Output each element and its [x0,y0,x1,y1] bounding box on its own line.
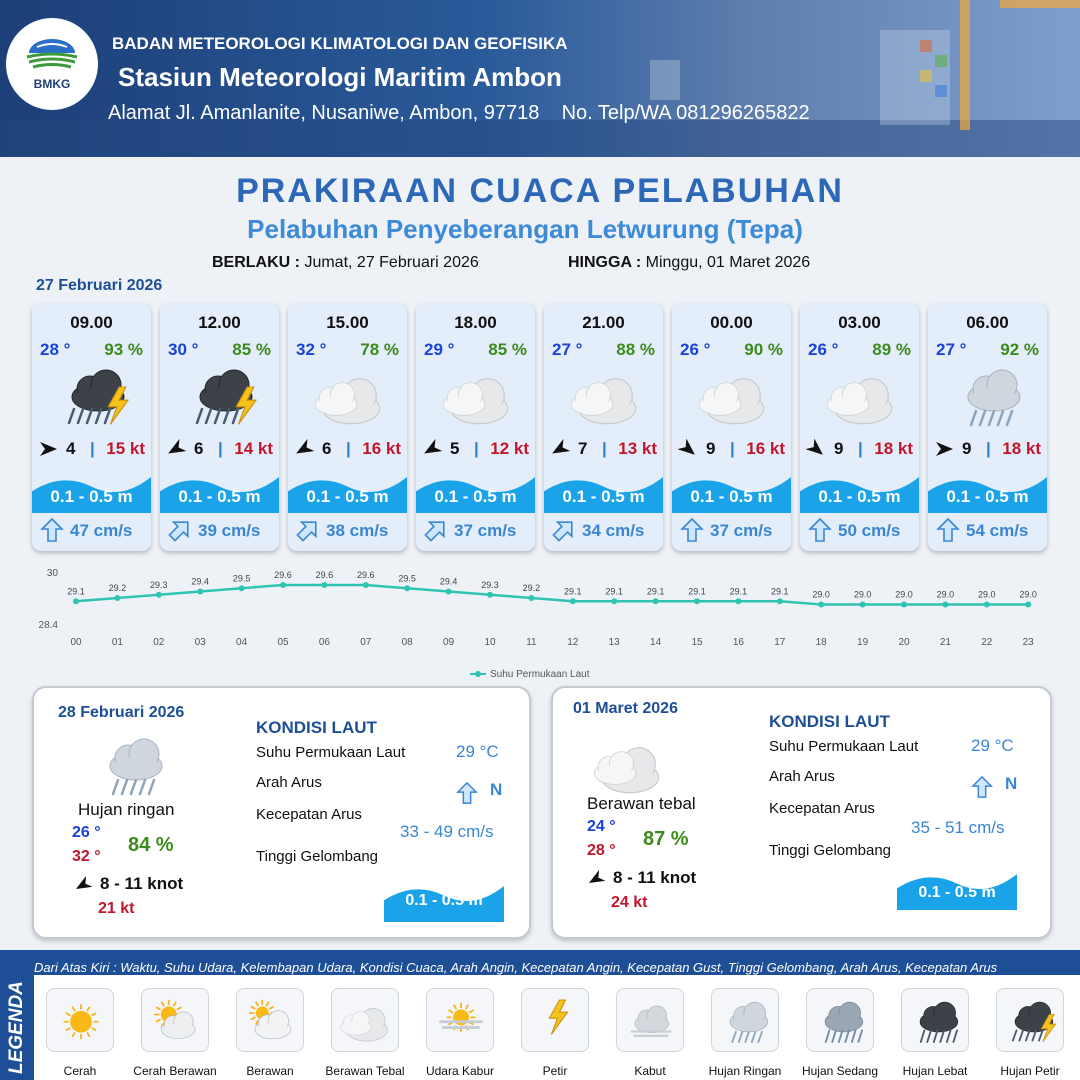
sst-data-point [73,598,79,604]
x-tick-label: 03 [194,637,206,648]
sst-data-point [404,585,410,591]
card-current-speed: 38 cm/s [326,521,389,540]
card-wind-speed: 7 [578,439,588,458]
current-speed-value: 35 - 51 cm/s [911,818,1005,837]
sst-data-point [239,585,245,591]
card-humidity: 85 % [488,340,527,359]
sst-data-point [901,602,907,608]
x-tick-label: 19 [857,637,869,648]
legend-item-label: Hujan Ringan [708,1064,782,1078]
panel-temp-min: 26 ° [72,824,101,841]
current-speed-label: Kecepatan Arus [256,806,362,823]
card-time: 03.00 [838,313,881,332]
panel-temp-max: 32 ° [72,848,101,865]
udara-kabur-icon [432,995,490,1047]
valid-from [212,254,479,272]
card-time: 00.00 [710,313,753,332]
y-tick-label: 30 [46,568,58,579]
legend-item-label: Udara Kabur [425,1064,495,1078]
sst-data-point [735,598,741,604]
card-humidity: 90 % [744,340,783,359]
card-current-speed: 34 cm/s [582,521,645,540]
page-title: PRAKIRAAN CUACA PELABUHAN [236,172,844,210]
wind-direction-icon [550,439,570,459]
legend-item [616,988,684,1052]
hujan-petir-icon [54,361,134,427]
forecast-date: 27 Februari 2026 [36,277,163,294]
card-current-speed: 54 cm/s [966,521,1029,540]
port-name: Pelabuhan Penyeberangan Letwurung (Tepa) [247,214,803,244]
card-separator: | [474,439,479,458]
legend-item [331,988,399,1052]
panel-gust: 24 kt [611,894,648,911]
panel-condition: Berawan tebal [587,794,696,813]
sst-data-label: 29.4 [439,576,458,587]
card-current-speed: 47 cm/s [70,521,133,540]
card-gust: 16 kt [362,439,401,458]
sst-data-point [528,595,534,601]
x-tick-label: 18 [815,637,827,648]
berawan-tebal-icon [694,361,774,427]
card-wind-speed: 6 [194,439,204,458]
legend-item-label: Berawan Tebal [325,1064,405,1078]
panel-condition: Hujan ringan [78,800,175,819]
sst-data-label: 29.1 [771,586,789,597]
card-wave-height: 0.1 - 0.5 m [562,487,645,506]
x-tick-label: 17 [774,637,786,648]
hujan-petir-icon [1002,995,1060,1047]
current-direction-value: N [1005,774,1018,793]
card-time: 06.00 [966,313,1009,332]
wind-direction-icon [587,870,605,888]
card-humidity: 93 % [104,340,143,359]
daily-panel-2 [551,686,1052,939]
card-time: 21.00 [582,313,625,332]
wind-direction-icon [934,439,954,459]
x-tick-label: 00 [70,637,82,648]
sst-data-label: 29.3 [150,579,168,590]
card-current-speed: 37 cm/s [454,521,517,540]
panel-date: 01 Maret 2026 [573,700,678,717]
card-wind-speed: 9 [706,439,716,458]
card-separator: | [602,439,607,458]
sst-chart [30,562,1060,684]
card-wind-speed: 4 [66,439,76,458]
legend-item-label: Hujan Sedang [801,1064,879,1078]
sst-data-point [860,602,866,608]
legend-description: Dari Atas Kiri : Waktu, Suhu Udara, Kelembapan Udara, Kondisi Cuaca, Arah Angin, Kecepatan Angin, Kecepatan Gust, Tinggi Gelombang, Arah Arus, Kecepatan Arus [34,960,998,975]
current-direction-label: Arah Arus [769,768,835,785]
card-current-speed: 39 cm/s [198,521,261,540]
panel-humidity: 87 % [643,828,689,850]
card-air-temp: 27 ° [552,340,583,359]
card-air-temp: 27 ° [936,340,967,359]
x-tick-label: 21 [939,637,951,648]
legend-item [996,988,1064,1052]
berawan-tebal-icon [337,995,395,1047]
forecast-card [288,303,407,551]
sst-data-label: 29.0 [895,589,913,600]
sst-data-point [363,582,369,588]
sst-data-label: 29.1 [605,586,623,597]
hujan-ringan-icon [92,730,172,800]
card-separator: | [346,439,351,458]
card-gust: 12 kt [490,439,529,458]
chart-legend-label: Suhu Permukaan Laut [490,669,590,680]
hujan-ringan-icon [717,995,775,1047]
x-tick-label: 16 [732,637,744,648]
x-tick-label: 10 [484,637,496,648]
card-separator: | [218,439,223,458]
sst-data-point [280,582,286,588]
card-air-temp: 26 ° [680,340,711,359]
card-air-temp: 28 ° [40,340,71,359]
panel-temp-min: 24 ° [587,818,616,835]
x-tick-label: 20 [898,637,910,648]
card-current-speed: 50 cm/s [838,521,901,540]
chart-legend-marker [475,671,481,677]
wave-height-value: 0.1 - 0.5 m [405,892,483,909]
sst-value: 29 °C [971,736,1014,755]
sst-series-line [76,585,1028,605]
panel-date: 28 Februari 2026 [58,704,185,721]
current-direction-icon [808,517,832,543]
card-wave-height: 0.1 - 0.5 m [178,487,261,506]
card-wind-speed: 6 [322,439,332,458]
legend-item [46,988,114,1052]
panel-humidity: 84 % [128,834,174,856]
card-humidity: 85 % [232,340,271,359]
card-air-temp: 32 ° [296,340,327,359]
berawan-tebal-icon [438,361,518,427]
sst-data-point [487,592,493,598]
sst-data-label: 29.6 [315,570,334,580]
card-gust: 18 kt [874,439,913,458]
x-tick-label: 11 [526,637,537,648]
forecast-card [32,303,151,551]
wave-height-label: Tinggi Gelombang [256,848,379,865]
card-gust: 14 kt [234,439,273,458]
current-speed-value: 33 - 49 cm/s [400,822,494,841]
wind-direction-icon [806,439,826,459]
card-separator: | [90,439,95,458]
sst-data-label: 29.3 [481,579,499,590]
card-current-speed: 37 cm/s [710,521,773,540]
wind-direction-icon [678,439,698,459]
x-tick-label: 12 [567,637,579,648]
sst-data-point [653,598,659,604]
card-humidity: 88 % [616,340,655,359]
station-name: Stasiun Meteorologi Maritim Ambon [118,62,562,92]
sst-data-label: 29.5 [398,573,416,584]
card-air-temp: 30 ° [168,340,199,359]
card-gust: 18 kt [1002,439,1041,458]
panel-temp-max: 28 ° [587,842,616,859]
sst-data-label: 29.2 [108,583,127,593]
legend-item-label: Berawan [246,1064,294,1078]
x-tick-label: 14 [650,637,662,648]
kabut-icon [622,995,680,1047]
current-direction-label: Arah Arus [256,774,322,791]
sst-data-label: 29.4 [191,576,209,587]
sst-data-label: 29.0 [936,589,955,600]
sst-data-label: 29.1 [646,586,665,597]
card-separator: | [858,439,863,458]
legend-item [426,988,494,1052]
x-tick-label: 02 [153,637,165,648]
sea-condition-title: KONDISI LAUT [256,718,377,737]
hujan-petir-icon [182,361,262,427]
x-tick-label: 13 [608,637,620,648]
card-wave-height: 0.1 - 0.5 m [306,487,389,506]
logo-text: BMKG [33,77,71,91]
card-humidity: 78 % [360,340,399,359]
valid-to [568,254,810,272]
x-tick-label: 15 [691,637,703,648]
wave-height-label: Tinggi Gelombang [769,842,892,859]
card-wind-speed: 5 [450,439,460,458]
sst-data-label: 29.1 [564,586,582,597]
card-humidity: 89 % [872,340,911,359]
legend-item [141,988,209,1052]
card-time: 18.00 [454,313,497,332]
sst-data-point [156,592,162,598]
valid-to-value: Minggu, 01 Maret 2026 [645,254,811,271]
card-gust: 13 kt [618,439,657,458]
sst-data-label: 29.5 [232,573,251,584]
valid-to-label: HINGGA : [568,254,642,271]
sst-data-point [942,602,948,608]
legend-item-label: Kabut [634,1064,666,1078]
card-wave-height: 0.1 - 0.5 m [818,487,901,506]
bmkg-logo [6,18,98,110]
hujan-sedang-icon [812,995,870,1047]
sst-data-point [611,598,617,604]
berawan-tebal-icon [589,730,669,800]
card-air-temp: 29 ° [424,340,455,359]
sst-label: Suhu Permukaan Laut [769,738,919,755]
x-tick-label: 22 [981,637,993,648]
card-wave-height: 0.1 - 0.5 m [50,487,133,506]
forecast-card [672,303,791,551]
sst-data-label: 29.6 [357,570,375,580]
legend-item-label: Petir [542,1064,568,1078]
x-tick-label: 06 [318,637,330,648]
legend-item-label: Cerah [63,1064,97,1078]
wind-direction-icon [166,439,186,459]
current-direction-icon [971,774,993,800]
hujan-ringan-icon [950,361,1030,427]
y-tick-label: 28.4 [38,620,58,631]
hujan-lebat-icon [907,995,965,1047]
wind-direction-icon [74,876,92,894]
legend-item [521,988,589,1052]
svg-text:LEGENDA: LEGENDA [6,981,27,1074]
sst-value: 29 °C [456,742,499,761]
card-wave-height: 0.1 - 0.5 m [434,487,517,506]
legend-title [4,966,28,1078]
sst-data-label: 29.1 [67,586,85,597]
legend-item [806,988,874,1052]
legend-item [236,988,304,1052]
station-contact [108,102,810,125]
current-direction-icon [296,517,320,543]
wind-direction-icon [422,439,442,459]
panel-wind-speed: 8 - 11 knot [100,874,184,893]
sst-data-label: 29.1 [688,586,706,597]
forecast-card [928,303,1047,551]
forecast-card [544,303,663,551]
current-direction-icon [424,517,448,543]
card-air-temp: 26 ° [808,340,839,359]
sst-data-point [197,589,203,595]
legend-item [901,988,969,1052]
sst-data-label: 29.1 [729,586,748,597]
x-tick-label: 05 [277,637,289,648]
card-gust: 16 kt [746,439,785,458]
cerah-icon [52,995,110,1047]
wind-direction-icon [38,439,58,459]
current-direction-icon [168,517,192,543]
sst-data-point [694,598,700,604]
sst-data-point [321,582,327,588]
valid-from-label: BERLAKU : [212,254,300,271]
x-tick-label: 23 [1022,637,1034,648]
card-separator: | [986,439,991,458]
header-banner [0,0,1080,157]
forecast-card [160,303,279,551]
berawan-tebal-icon [822,361,902,427]
petir-icon [527,995,585,1047]
sst-data-point [777,598,783,604]
card-wind-speed: 9 [962,439,972,458]
card-wind-speed: 9 [834,439,844,458]
current-direction-icon [40,517,64,543]
card-separator: | [730,439,735,458]
bmkg-emblem-icon [23,37,81,73]
daily-panel-1 [32,686,531,939]
card-time: 09.00 [70,313,113,332]
sst-label: Suhu Permukaan Laut [256,744,406,761]
berawan-tebal-icon [566,361,646,427]
wind-direction-icon [294,439,314,459]
legend-item-label: Cerah Berawan [133,1064,217,1078]
card-wave-height: 0.1 - 0.5 m [946,487,1029,506]
panel-wind-speed: 8 - 11 knot [613,868,697,887]
current-direction-icon [680,517,704,543]
legend-item [711,988,779,1052]
sst-data-point [984,602,990,608]
current-direction-icon [456,780,478,806]
forecast-card [800,303,919,551]
cerah-berawan-icon [147,995,205,1047]
valid-from-value: Jumat, 27 Februari 2026 [304,254,479,271]
sst-data-point [446,589,452,595]
x-tick-label: 08 [401,637,413,648]
current-direction-icon [936,517,960,543]
berawan-icon [242,995,300,1047]
sst-data-point [1025,602,1031,608]
x-tick-label: 07 [360,637,372,648]
sst-data-point [818,602,824,608]
forecast-card [416,303,535,551]
card-time: 15.00 [326,313,369,332]
card-humidity: 92 % [1000,340,1039,359]
berawan-tebal-icon [310,361,390,427]
sst-data-point [570,598,576,604]
current-direction-value: N [490,780,503,799]
panel-gust: 21 kt [98,900,135,917]
legend-item-label: Hujan Petir [1000,1064,1060,1078]
sst-data-label: 29.0 [853,589,872,600]
sst-data-label: 29.0 [978,589,996,600]
sst-data-point [114,595,120,601]
card-wave-height: 0.1 - 0.5 m [690,487,773,506]
hourly-forecast-cards [32,303,1052,551]
current-speed-label: Kecepatan Arus [769,800,875,817]
agency-name: BADAN METEOROLOGI KLIMATOLOGI DAN GEOFISIKA [112,34,568,53]
station-address: Alamat Jl. Amanlanite, Nusaniwe, Ambon, 97718 [108,102,540,124]
sst-data-label: 29.0 [1019,589,1037,600]
current-direction-icon [552,517,576,543]
station-phone: No. Telp/WA 081296265822 [561,102,810,124]
wave-height-value: 0.1 - 0.5 m [918,884,996,901]
sea-condition-title: KONDISI LAUT [769,712,890,731]
sst-data-label: 29.0 [812,589,830,600]
x-tick-label: 04 [236,637,248,648]
sst-data-label: 29.6 [274,570,292,580]
x-tick-label: 09 [443,637,455,648]
sst-data-label: 29.2 [522,583,541,593]
legend-item-label: Hujan Lebat [902,1064,968,1078]
card-gust: 15 kt [106,439,145,458]
x-tick-label: 01 [111,637,123,648]
card-time: 12.00 [198,313,241,332]
